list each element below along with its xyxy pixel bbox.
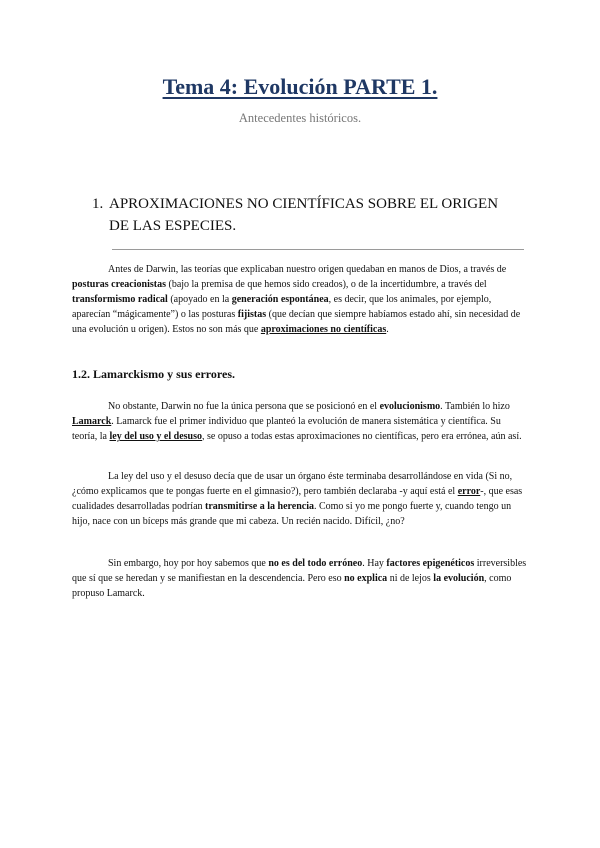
text-run: Sin embargo, hoy por hoy sabemos que — [108, 558, 269, 569]
page-title: Tema 4: Evolución PARTE 1. — [162, 74, 438, 99]
underlined-bold-term: error — [457, 486, 481, 498]
paragraph-ley-uso — [72, 469, 528, 529]
bold-term: posturas creacionistas — [72, 279, 166, 291]
paragraph-intro — [72, 262, 528, 337]
bold-term: generación espontánea — [231, 294, 329, 306]
bold-term: transmitirse a la herencia — [205, 501, 314, 513]
text-run: , se opuso a todas estas aproximaciones no científicas, pero era errónea, aún así. — [202, 431, 522, 443]
section-number: 1. — [92, 196, 104, 212]
bold-term: no es del todo erróneo — [268, 558, 363, 569]
text-run: (bajo la premisa de que hemos sido creados), o de la incertidumbre, a través del — [165, 279, 487, 291]
text-run: ni de lejos — [387, 573, 434, 585]
subsection-heading: 1.2. Lamarckismo y sus errores. — [72, 367, 235, 381]
text-run: . Hay — [362, 558, 387, 569]
bold-term: evolucionismo — [379, 401, 441, 412]
underlined-bold-term: aproximaciones no científicas — [260, 324, 387, 336]
text-run: (apoyado en la — [167, 294, 232, 306]
text-run: Antes de Darwin, las teorías que explicaban nuestro origen quedaban en manos de Dios, a través de — [108, 264, 507, 275]
text-run: , como propuso Lamarck. — [72, 573, 512, 600]
text-run: . También lo hizo — [440, 401, 510, 412]
bold-term: factores epigenéticos — [386, 558, 475, 569]
section-divider — [112, 249, 524, 250]
text-run: . Lamarck fue el primer individuo que planteó la evolución de manera sistemática y científica. Su teoría, la — [72, 416, 501, 443]
text-run: La ley del uso y el desuso decía que de usar un órgano éste terminaba desarrollándose en vida (Si no, ¿cómo explicamos que te pongas fuerte en el gimnasio?), pero también declaraba -y aquí está el — [72, 471, 513, 498]
text-run: . — [386, 324, 389, 336]
bold-term: la evolución — [433, 573, 485, 585]
underlined-bold-term: Lamarck — [72, 416, 112, 428]
bold-term: no explica — [344, 573, 388, 585]
section-title: APROXIMACIONES NO CIENTÍFICAS SOBRE EL ORIGEN DE LAS ESPECIES. — [109, 196, 499, 234]
text-run: , es decir, que los animales, por ejemplo, aparecían “mágicamente”) o las posturas — [72, 294, 492, 321]
bold-term: transformismo radical — [72, 294, 168, 306]
section-heading-1 — [92, 193, 512, 237]
paragraph-lamarck — [72, 399, 528, 444]
page-subtitle: Antecedentes históricos. — [238, 111, 362, 125]
paragraph-epigenetica — [72, 556, 528, 601]
text-run: (que decían que siempre habíamos estado ahí, sin necesidad de una evolución u origen). Estos no son más que — [72, 309, 521, 336]
text-run: irreversibles que sí que se heredan y se manifiestan en la descendencia. Pero eso — [72, 558, 527, 585]
text-run: No obstante, Darwin no fue la única persona que se posicionó en el — [108, 401, 380, 412]
bold-term: fijistas — [237, 309, 267, 321]
text-run: . Como si yo me pongo fuerte y, cuando tengo un hijo, nace con un bíceps más grande que mi cabeza. Un recién nacido. Difícil, ¿no? — [72, 501, 512, 528]
underlined-bold-term: ley del uso y el desuso — [109, 431, 202, 443]
text-run: -, que esas cualidades desarrolladas podrían — [72, 486, 523, 513]
